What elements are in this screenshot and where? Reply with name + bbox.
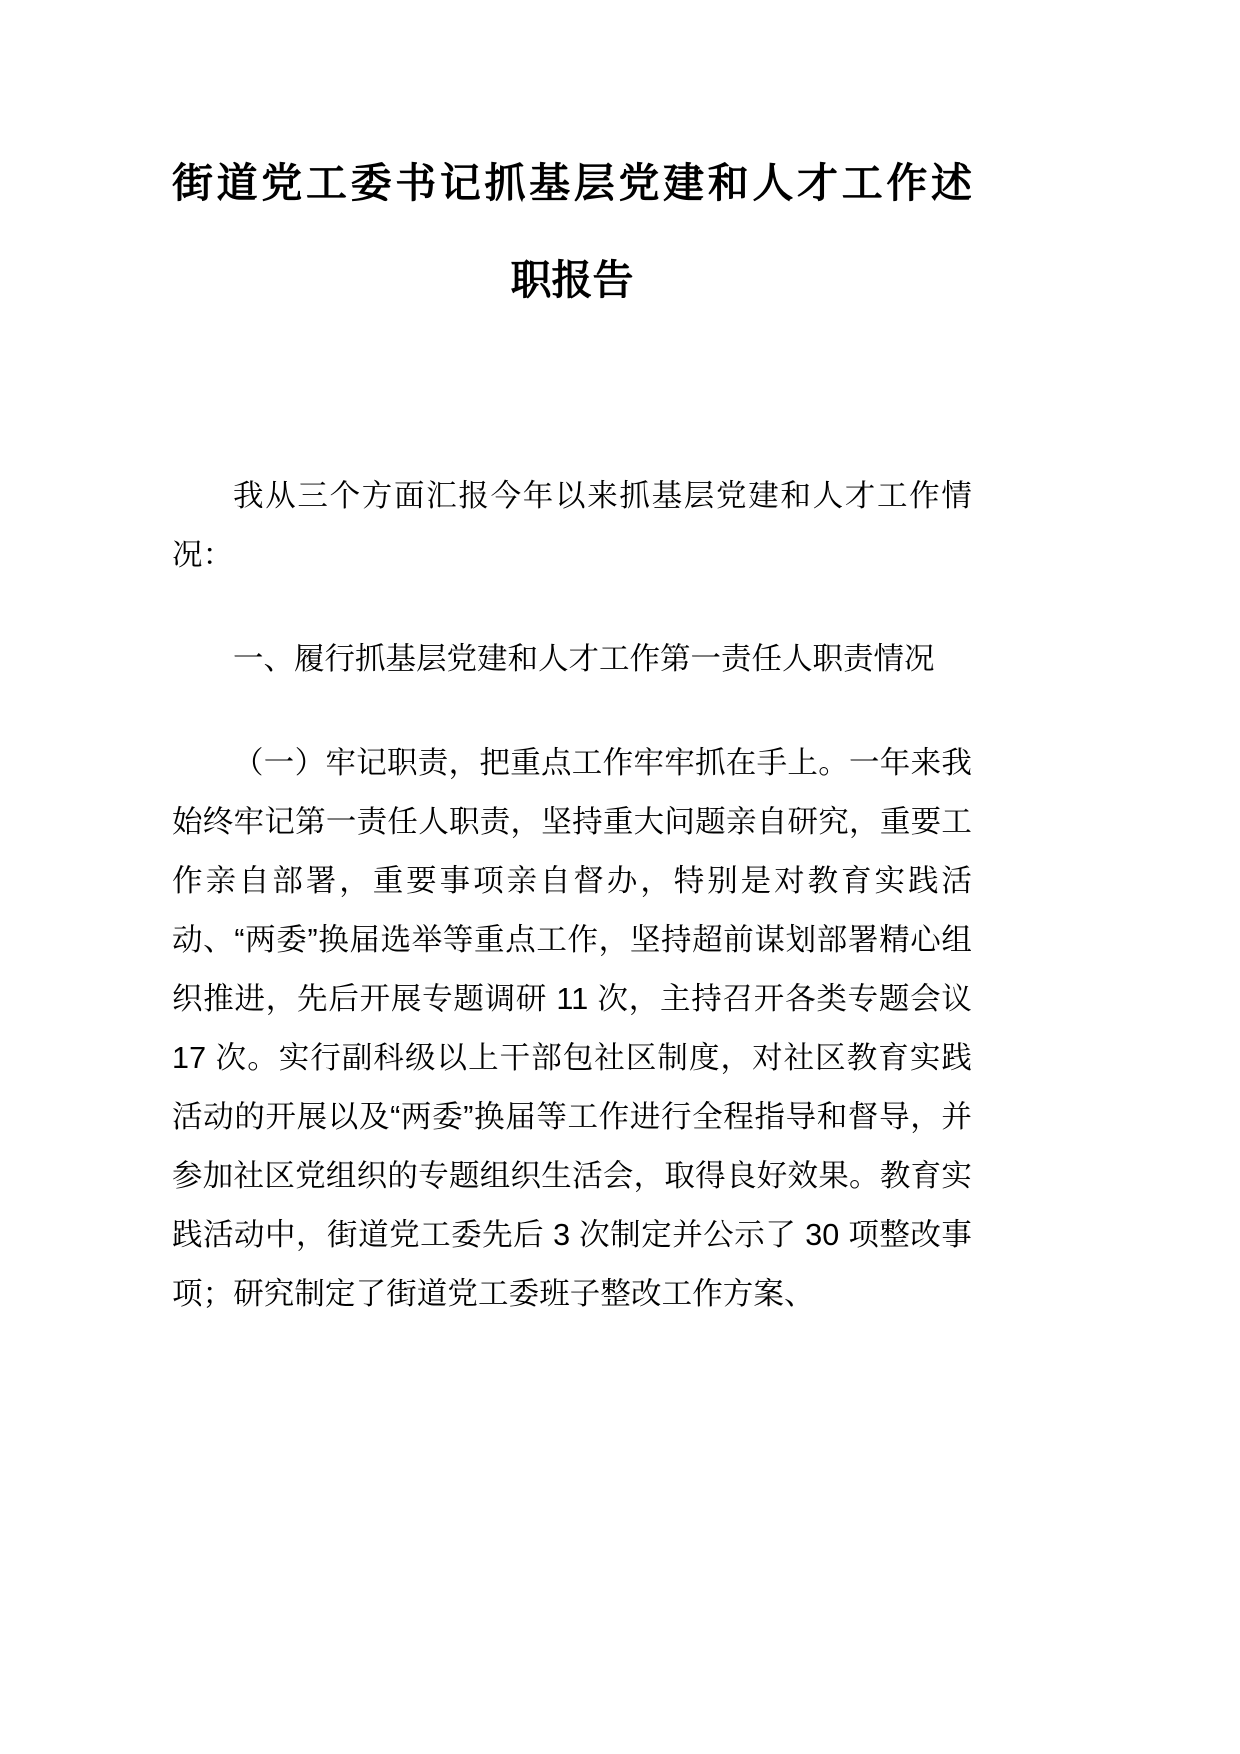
title-body-spacer <box>172 301 972 467</box>
body-paragraph-1: （一）牢记职责，把重点工作牢牢抓在手上。一年来我始终牢记第一责任人职责，坚持重大问题亲自研究，重要工作亲自部署，重要事项亲自督办，特别是对教育实践活动、“两委”换届选举等重点工作，坚持超前谋划部署精心组织推进，先后开展专题调研 11 次，主持召开各类专题会议 17 次。实行副科级以上干部包社区制度，对社区教育实践活动的开展以及“两委”换届等工作进行全程指导和督导，并参加社区党组织的专题组织生活会，取得良好效果。教育实践活动中，街道党工委先后 3 次制定并公示了 30 项整改事项；研究制定了街道党工委班子整改工作方案、 <box>172 746 972 1311</box>
intro-paragraph: 我从三个方面汇报今年以来抓基层党建和人才工作情况： <box>172 479 972 572</box>
section-heading-1: 一、履行抓基层党建和人才工作第一责任人职责情况 <box>233 642 935 676</box>
page-title <box>172 0 972 301</box>
document-content <box>172 0 972 1324</box>
page-title-line-1: 街道党工委书记抓基层党建和人才工作述 <box>172 160 972 206</box>
paragraph-spacer-1 <box>172 585 972 630</box>
paragraph-spacer-2 <box>172 689 972 734</box>
page-title-line-2: 职报告 <box>510 257 634 303</box>
document-body <box>172 467 972 1324</box>
